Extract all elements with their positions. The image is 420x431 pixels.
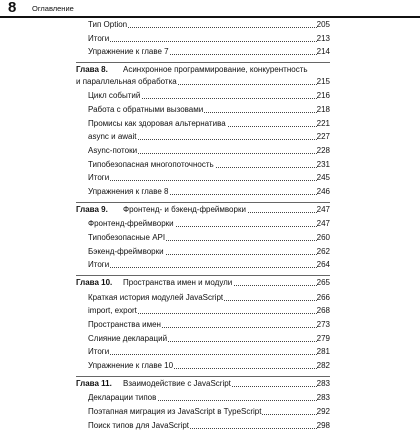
toc-section-row[interactable] bbox=[0, 90, 420, 101]
page-ref: 213 bbox=[316, 33, 330, 43]
page-ref: 282 bbox=[316, 361, 330, 370]
toc-section-row[interactable] bbox=[0, 232, 420, 243]
chapter-separator bbox=[76, 202, 330, 203]
section-title: Работа с обратными вызовами bbox=[88, 104, 204, 114]
section-title: Итоги bbox=[88, 33, 110, 43]
leader-dots bbox=[88, 354, 317, 355]
page-ref: 268 bbox=[316, 306, 330, 316]
toc-section-row[interactable] bbox=[0, 333, 420, 344]
chapter-separator bbox=[76, 275, 330, 276]
toc-section-row[interactable] bbox=[0, 292, 420, 303]
page-ref: 262 bbox=[316, 246, 330, 256]
toc-section-row[interactable] bbox=[0, 319, 420, 330]
chapter-label: Глава 9. bbox=[76, 204, 108, 214]
chapter-title: Асинхронное программирование, конкурентность bbox=[123, 65, 308, 75]
page-number: 8 bbox=[8, 0, 17, 16]
page-ref: 216 bbox=[316, 91, 330, 101]
toc-chapter-row[interactable] bbox=[0, 64, 420, 75]
page-ref: 231 bbox=[316, 159, 330, 169]
page-ref: 205 bbox=[316, 20, 330, 29]
section-title: Упражнения к главе 8 bbox=[88, 187, 169, 196]
page-ref: 214 bbox=[316, 47, 330, 57]
section-title: Типобезопасная многопоточность bbox=[88, 159, 214, 169]
chapter-title: Фронтенд- и бэкенд-фреймворки bbox=[123, 204, 246, 214]
running-title: Оглавление bbox=[32, 4, 74, 13]
chapter-label: Глава 11. bbox=[76, 378, 112, 388]
page-ref: 221 bbox=[316, 118, 330, 128]
toc-section-row[interactable] bbox=[0, 305, 420, 316]
toc-section-row[interactable] bbox=[0, 159, 420, 170]
toc-section-row[interactable] bbox=[0, 406, 420, 417]
page-ref: 273 bbox=[316, 319, 330, 329]
section-title: Итоги bbox=[88, 347, 110, 357]
section-title: Async-потоки bbox=[88, 145, 138, 155]
toc-section-row[interactable] bbox=[0, 46, 420, 57]
section-title: Цикл событий bbox=[88, 91, 141, 101]
toc-section-row[interactable] bbox=[0, 104, 420, 115]
page-ref: 247 bbox=[316, 219, 330, 229]
toc-section-row[interactable] bbox=[0, 131, 420, 142]
page-ref: 260 bbox=[316, 232, 330, 242]
chapter-title: Взаимодействие с JavaScript bbox=[123, 378, 231, 388]
section-title: import, export bbox=[88, 306, 137, 316]
toc-section-row[interactable] bbox=[0, 172, 420, 183]
toc-section-row[interactable] bbox=[0, 360, 420, 371]
page-ref: 218 bbox=[316, 104, 330, 114]
section-title: Тип Option bbox=[88, 20, 128, 29]
page-ref: 246 bbox=[316, 187, 330, 196]
section-title: Итоги bbox=[88, 173, 110, 183]
page-ref: 264 bbox=[316, 260, 330, 270]
toc-section-row[interactable] bbox=[0, 346, 420, 357]
toc-section-row[interactable] bbox=[0, 392, 420, 403]
section-title: Упражнение к главе 10 bbox=[88, 361, 174, 370]
page-ref: 215 bbox=[316, 76, 330, 86]
section-title: Фронтенд-фреймворки bbox=[88, 219, 174, 229]
toc-section-row[interactable] bbox=[0, 218, 420, 229]
toc-section-row[interactable] bbox=[0, 145, 420, 156]
page-ref: 283 bbox=[316, 393, 330, 403]
page-header bbox=[0, 0, 420, 18]
header-rule bbox=[0, 16, 420, 18]
section-title: Типобезопасные API bbox=[88, 232, 166, 242]
toc-section-row[interactable] bbox=[0, 33, 420, 44]
chapter-title: Пространства имен и модули bbox=[123, 278, 233, 287]
section-title: Краткая история модулей JavaScript bbox=[88, 292, 224, 302]
toc-section-row[interactable] bbox=[0, 246, 420, 257]
page-ref: 281 bbox=[316, 347, 330, 357]
toc-chapter-row[interactable] bbox=[0, 277, 420, 288]
chapter-title: и параллельная обработка bbox=[76, 76, 177, 86]
leader-dots bbox=[88, 41, 317, 42]
toc-chapter-row[interactable] bbox=[0, 378, 420, 389]
toc-section-row[interactable] bbox=[0, 186, 420, 197]
page-ref: 247 bbox=[316, 204, 330, 214]
section-title: Промисы как здоровая альтернатива bbox=[88, 118, 226, 128]
section-title: Поэтапная миграция из JavaScript в TypeScript bbox=[88, 406, 262, 416]
page-ref: 245 bbox=[316, 173, 330, 183]
toc-chapter-row[interactable] bbox=[0, 76, 420, 87]
leader-dots bbox=[88, 180, 317, 181]
section-title: Поиск типов для JavaScript bbox=[88, 420, 190, 430]
page-ref: 228 bbox=[316, 145, 330, 155]
page-ref: 266 bbox=[316, 292, 330, 302]
page-ref: 283 bbox=[316, 378, 330, 388]
toc-chapter-row[interactable] bbox=[0, 204, 420, 215]
section-title: Декларации типов bbox=[88, 393, 157, 403]
toc-section-row[interactable] bbox=[0, 19, 420, 30]
chapter-separator bbox=[76, 376, 330, 377]
page-ref: 265 bbox=[316, 278, 330, 287]
page-ref: 292 bbox=[316, 406, 330, 416]
page-ref: 227 bbox=[316, 132, 330, 142]
section-title: Пространства имен bbox=[88, 319, 161, 329]
section-title: Бэкенд-фреймворки bbox=[88, 246, 164, 256]
page-ref: 279 bbox=[316, 333, 330, 343]
section-title: async и await bbox=[88, 132, 137, 142]
chapter-label: Глава 8. bbox=[76, 65, 108, 75]
chapter-label: Глава 10. bbox=[76, 278, 113, 287]
section-title: Итоги bbox=[88, 260, 110, 270]
chapter-separator bbox=[76, 62, 330, 63]
section-title: Слияние деклараций bbox=[88, 333, 168, 343]
leader-dots bbox=[88, 267, 317, 268]
page-ref: 298 bbox=[316, 420, 330, 430]
toc-section-row[interactable] bbox=[0, 118, 420, 129]
section-title: Упражнение к главе 7 bbox=[88, 47, 169, 57]
toc-section-row[interactable] bbox=[0, 420, 420, 431]
toc-section-row[interactable] bbox=[0, 259, 420, 270]
